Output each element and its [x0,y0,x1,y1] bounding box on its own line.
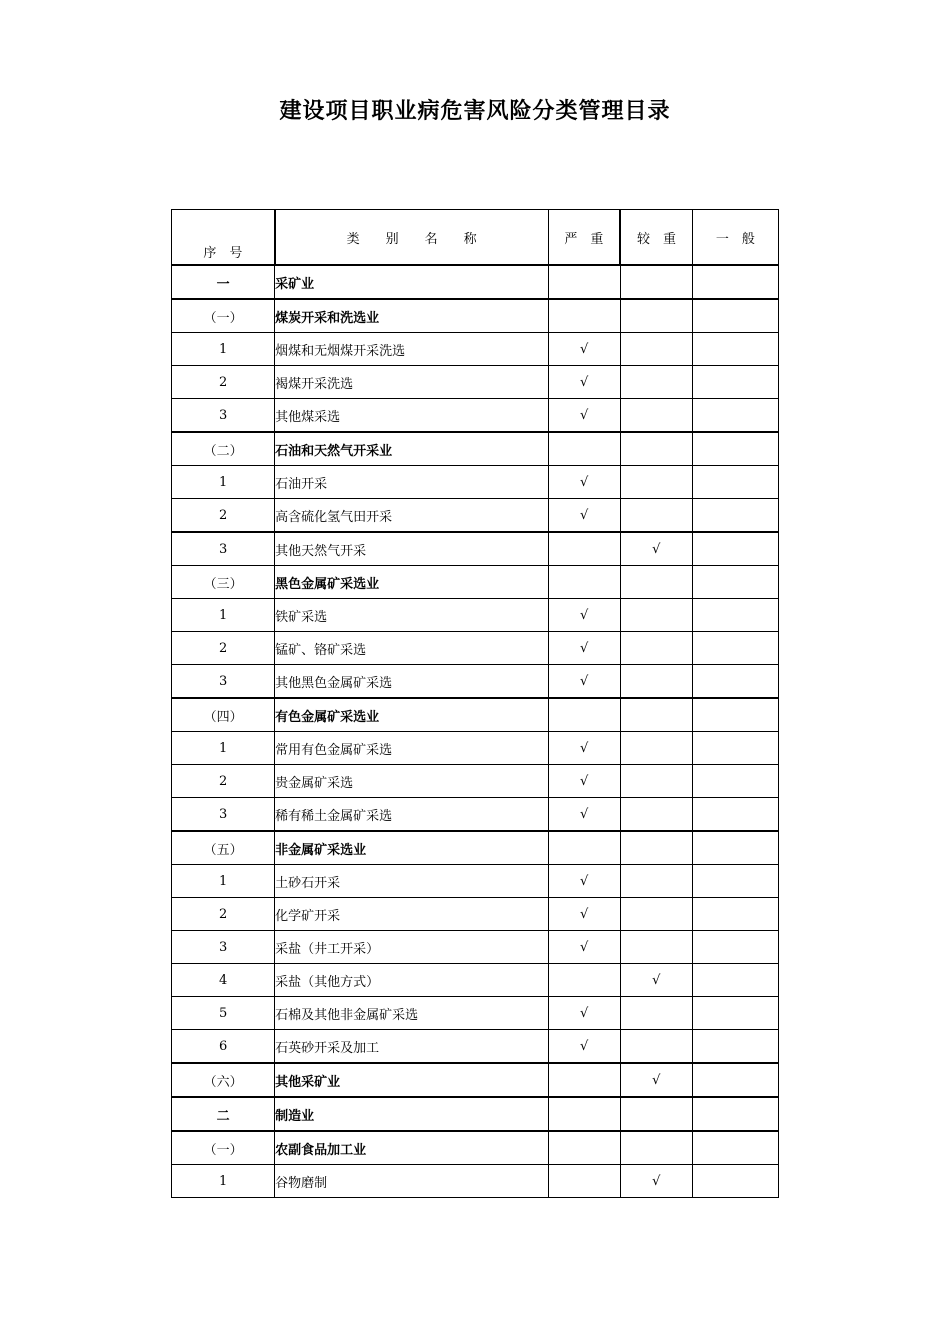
row-seq: 二 [172,1097,275,1131]
check-mark-icon: √ [580,906,589,922]
row-moderate-cell [620,399,692,433]
table-row [172,732,779,765]
row-general-cell [692,1097,778,1131]
row-severe-cell [548,865,620,898]
row-severe-cell [548,765,620,798]
row-category-name: 制造业 [275,1097,548,1131]
row-seq: 1 [172,599,275,632]
row-moderate-cell [620,1131,692,1165]
row-severe-cell [548,532,620,566]
table-row [172,1131,779,1165]
row-severe-cell [548,898,620,931]
row-seq: 2 [172,366,275,399]
row-general-cell [692,831,778,865]
row-general-cell [692,665,778,699]
row-category-name: 黑色金属矿采选业 [275,566,548,599]
table-body [172,265,779,1198]
row-category-name: 有色金属矿采选业 [275,698,548,732]
check-mark-icon: √ [580,740,589,756]
row-general-cell [692,299,778,333]
row-moderate-cell [620,765,692,798]
row-seq: （一） [172,1131,275,1165]
row-general-cell [692,732,778,765]
row-seq: 1 [172,333,275,366]
check-mark-icon: √ [580,474,589,490]
row-severe-cell [548,1131,620,1165]
row-general-cell [692,532,778,566]
row-severe-cell [548,432,620,466]
row-seq: （二） [172,432,275,466]
row-category-name: 铁矿采选 [275,599,548,632]
row-seq: （六） [172,1063,275,1097]
row-category-name: 高含硫化氢气田开采 [275,499,548,533]
row-moderate-cell [620,831,692,865]
row-seq: 1 [172,732,275,765]
row-general-cell [692,399,778,433]
row-moderate-cell [620,333,692,366]
check-mark-icon: √ [580,341,589,357]
row-category-name: 采盐（其他方式） [275,964,548,997]
row-seq: （五） [172,831,275,865]
row-category-name: 其他天然气开采 [275,532,548,566]
row-moderate-cell [620,366,692,399]
table-row [172,566,779,599]
check-mark-icon: √ [580,873,589,889]
check-mark-icon: √ [652,541,661,557]
table-header-row [172,210,779,266]
table-row [172,299,779,333]
row-category-name: 煤炭开采和洗选业 [275,299,548,333]
row-general-cell [692,1131,778,1165]
row-general-cell [692,898,778,931]
row-category-name: 贵金属矿采选 [275,765,548,798]
row-severe-cell [548,1097,620,1131]
check-mark-icon: √ [580,507,589,523]
table-row [172,865,779,898]
row-category-name: 谷物磨制 [275,1165,548,1198]
row-general-cell [692,632,778,665]
row-moderate-cell [620,1030,692,1064]
row-moderate-cell [620,632,692,665]
row-general-cell [692,765,778,798]
row-category-name: 采矿业 [275,265,548,299]
row-category-name: 锰矿、铬矿采选 [275,632,548,665]
check-mark-icon: √ [580,806,589,822]
row-moderate-cell [620,299,692,333]
row-category-name: 其他采矿业 [275,1063,548,1097]
check-mark-icon: √ [580,673,589,689]
row-moderate-cell [620,865,692,898]
check-mark-icon: √ [652,972,661,988]
row-severe-cell [548,566,620,599]
row-general-cell [692,1165,778,1198]
table-row [172,831,779,865]
row-moderate-cell [620,665,692,699]
table-row [172,532,779,566]
row-category-name: 褐煤开采洗选 [275,366,548,399]
row-moderate-cell [620,532,692,566]
row-severe-cell [548,1030,620,1064]
row-category-name: 非金属矿采选业 [275,831,548,865]
check-mark-icon: √ [580,640,589,656]
check-mark-icon: √ [580,939,589,955]
document-title: 建设项目职业病危害风险分类管理目录 [279,99,671,124]
row-general-cell [692,566,778,599]
row-severe-cell [548,931,620,964]
table-row [172,599,779,632]
table-row [172,1030,779,1064]
row-seq: 5 [172,997,275,1030]
row-moderate-cell [620,798,692,832]
row-general-cell [692,698,778,732]
row-category-name: 其他黑色金属矿采选 [275,665,548,699]
row-category-name: 石英砂开采及加工 [275,1030,548,1064]
table-row [172,432,779,466]
row-severe-cell [548,732,620,765]
check-mark-icon: √ [580,407,589,423]
check-mark-icon: √ [580,1005,589,1021]
row-seq: 2 [172,632,275,665]
row-category-name: 石油开采 [275,466,548,499]
table-row [172,265,779,299]
risk-classification-table [171,209,779,1198]
row-seq: 3 [172,532,275,566]
check-mark-icon: √ [580,1038,589,1054]
check-mark-icon: √ [652,1072,661,1088]
row-severe-cell [548,599,620,632]
row-general-cell [692,798,778,832]
row-severe-cell [548,831,620,865]
row-severe-cell [548,399,620,433]
row-severe-cell [548,1063,620,1097]
table-row [172,366,779,399]
row-seq: （一） [172,299,275,333]
row-seq: 2 [172,499,275,533]
row-general-cell [692,1063,778,1097]
row-severe-cell [548,499,620,533]
row-severe-cell [548,798,620,832]
row-severe-cell [548,333,620,366]
table-row [172,399,779,433]
row-category-name: 烟煤和无烟煤开采洗选 [275,333,548,366]
row-moderate-cell [620,898,692,931]
row-moderate-cell [620,265,692,299]
row-moderate-cell [620,964,692,997]
table-row [172,333,779,366]
row-general-cell [692,333,778,366]
row-severe-cell [548,466,620,499]
row-severe-cell [548,366,620,399]
table-row [172,931,779,964]
header-seq: 序 号 [172,210,275,266]
row-general-cell [692,865,778,898]
table-row [172,665,779,699]
row-general-cell [692,466,778,499]
row-seq: 1 [172,865,275,898]
row-severe-cell [548,632,620,665]
header-category-name: 类 别 名 称 [275,210,548,266]
table-row [172,632,779,665]
row-category-name: 石棉及其他非金属矿采选 [275,997,548,1030]
table-row [172,964,779,997]
row-general-cell [692,599,778,632]
row-category-name: 其他煤采选 [275,399,548,433]
check-mark-icon: √ [580,607,589,623]
row-seq: 1 [172,1165,275,1198]
row-moderate-cell [620,1165,692,1198]
row-severe-cell [548,698,620,732]
row-category-name: 化学矿开采 [275,898,548,931]
row-moderate-cell [620,599,692,632]
row-severe-cell [548,997,620,1030]
row-moderate-cell [620,499,692,533]
table-row [172,765,779,798]
row-severe-cell [548,1165,620,1198]
row-moderate-cell [620,732,692,765]
row-category-name: 稀有稀土金属矿采选 [275,798,548,832]
row-moderate-cell [620,997,692,1030]
table-row [172,898,779,931]
table-row [172,466,779,499]
row-category-name: 农副食品加工业 [275,1131,548,1165]
row-general-cell [692,931,778,964]
row-severe-cell [548,665,620,699]
row-category-name: 采盐（井工开采） [275,931,548,964]
row-seq: 3 [172,399,275,433]
row-moderate-cell [620,931,692,964]
row-seq: （四） [172,698,275,732]
row-seq: 3 [172,931,275,964]
row-moderate-cell [620,1097,692,1131]
table-row [172,698,779,732]
row-seq: 1 [172,466,275,499]
check-mark-icon: √ [580,773,589,789]
row-category-name: 石油和天然气开采业 [275,432,548,466]
row-severe-cell [548,299,620,333]
table-row [172,997,779,1030]
row-general-cell [692,432,778,466]
row-seq: （三） [172,566,275,599]
row-seq: 2 [172,898,275,931]
row-category-name: 土砂石开采 [275,865,548,898]
table-row [172,1165,779,1198]
check-mark-icon: √ [580,374,589,390]
row-severe-cell [548,265,620,299]
row-seq: 3 [172,798,275,832]
row-seq: 3 [172,665,275,699]
row-seq: 一 [172,265,275,299]
row-general-cell [692,366,778,399]
row-moderate-cell [620,466,692,499]
row-general-cell [692,1030,778,1064]
row-category-name: 常用有色金属矿采选 [275,732,548,765]
table-row [172,798,779,832]
row-general-cell [692,964,778,997]
check-mark-icon: √ [652,1173,661,1189]
row-moderate-cell [620,566,692,599]
row-seq: 4 [172,964,275,997]
row-general-cell [692,997,778,1030]
header-severe: 严 重 [548,210,620,266]
table-row [172,1063,779,1097]
row-general-cell [692,499,778,533]
table-row [172,499,779,533]
row-moderate-cell [620,432,692,466]
header-general: 一 般 [692,210,778,266]
header-moderate: 较 重 [620,210,692,266]
table-row [172,1097,779,1131]
row-seq: 2 [172,765,275,798]
row-seq: 6 [172,1030,275,1064]
row-severe-cell [548,964,620,997]
row-general-cell [692,265,778,299]
row-moderate-cell [620,1063,692,1097]
row-moderate-cell [620,698,692,732]
